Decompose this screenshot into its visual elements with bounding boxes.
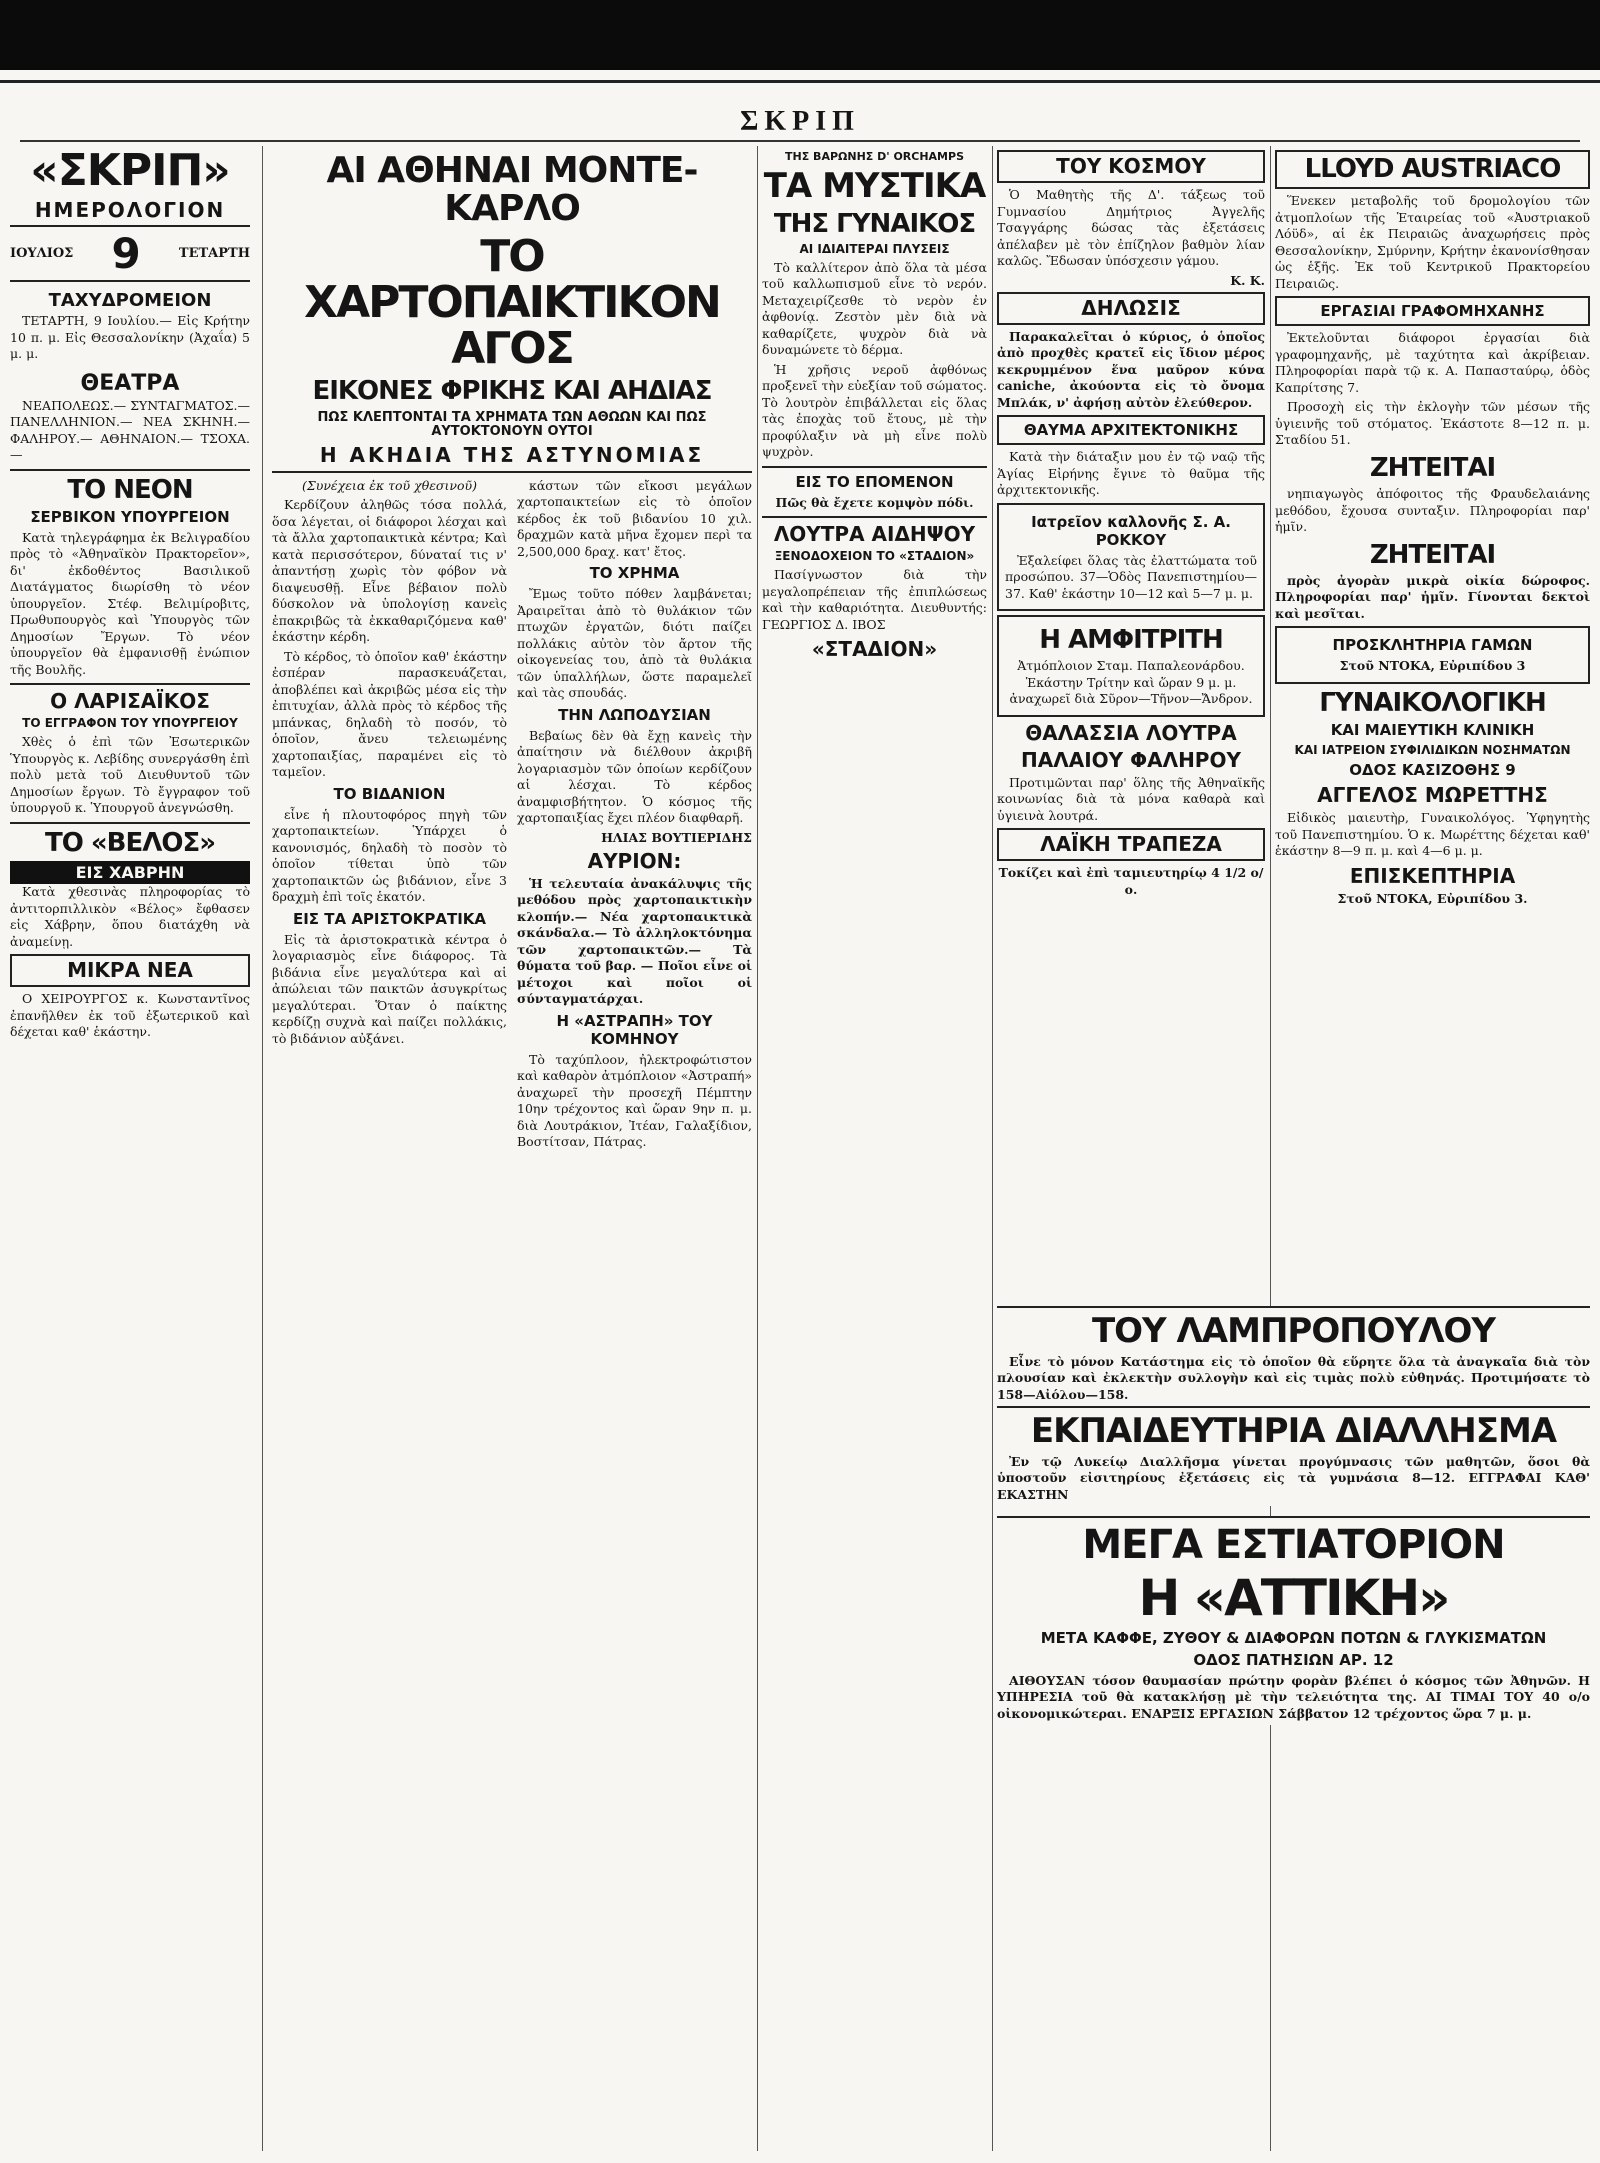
- column-rule: [992, 146, 993, 2151]
- zita2-heading: ΖΗΤΕΙΤΑΙ: [1369, 539, 1496, 570]
- velos-subheading: ΕΙΣ ΧΑΒΡΗΝ: [10, 861, 250, 884]
- masthead: ΣΚΡΙΠ: [740, 106, 860, 137]
- article-right: [517, 478, 752, 1154]
- divider: [20, 140, 1580, 142]
- chrima-text: Ἔμως τοῦτο πόθεν λαμβάνεται; Ἀραιρεῖται ἀπὸ τὸ θυλάκιον τῶν πτωχῶν ἐργατῶν, διότι παίζει πολλάκις αὐτὸν τὸν ἄρτον τῆς οἰκογενείας του, ἀπὸ τὰ θυλάκια τῶν ὑπαλλήλων, ὥστε παραμελεῖ καὶ τὰς σπουδάς.: [517, 586, 752, 701]
- aidipsou-subheading: ΞΕΝΟΔΟΧΕΙΟΝ ΤΟ «ΣΤΑΔΙΟΝ»: [774, 549, 975, 564]
- divider: [10, 469, 250, 471]
- month-label: ΙΟΥΛΙΟΣ: [10, 246, 74, 262]
- astrapi-heading: Η «ΑΣΤΡΑΠΗ» ΤΟΥ ΚΟΜΗΝΟΥ: [556, 1011, 713, 1048]
- kicker: ΤΗΣ ΒΑΡΩΝΗΣ D' ORCHAMPS: [785, 150, 964, 163]
- divider: [272, 471, 752, 473]
- zita1-heading: ΖΗΤΕΙΤΑΙ: [1369, 452, 1496, 483]
- headline-4: ΠΩΣ ΚΛΕΠΤΟΝΤΑΙ ΤΑ ΧΡΗΜΑΤΑ ΤΩΝ ΑΘΩΩΝ ΚΑΙ ΠΩΣ ΑΥΤΟΚΤΟΝΟΥΝ ΟΥΤΟΙ: [317, 410, 707, 440]
- lampropoulou-ad: [997, 1306, 1590, 1406]
- secrets-subtitle: ΑΙ ΙΔΙΑΙΤΕΡΑΙ ΠΛΥΣΕΙΣ: [799, 241, 950, 256]
- gyn-text: Εἰδικὸς μαιευτὴρ, Γυναικολόγος. Ὑφηγητὴς τοῦ Πανεπιστημίου. Ὁ κ. Μωρέττης δέχεται καθ' ἑκάστην 8—9 π. μ. καὶ 4—6 μ. μ.: [1275, 810, 1590, 859]
- mikra-nea-heading: ΜΙΚΡΑ ΝΕΑ: [10, 954, 250, 987]
- article-left: [272, 478, 507, 1154]
- gyn-address: ΟΔΟΣ ΚΑΣΙΖΟΘΗΣ 9: [1349, 761, 1516, 780]
- society-heading: ΤΟΥ ΚΟΣΜΟΥ: [997, 150, 1265, 183]
- paper-logo: «ΣΚΡΙΠ»: [30, 146, 230, 196]
- lloyd-text: Ἕνεκεν μεταβολῆς τοῦ δρομολογίου τῶν ἀτμοπλοίων τῆς Ἑταιρείας τοῦ «Ἀυστριακοῦ Λόϋδ», αἱ ἐκ Πειραιῶς ἀναχωρήσεις πρὸς Θεσσαλονίκην, Σμύρνην, Κρήτην ἐκανονίσθησαν ὡς ἑξῆς. Ἐκ τοῦ Κεντρικοῦ Πρακτορείου Πειραιῶς.: [1275, 193, 1590, 291]
- neon-subheading: ΣΕΡΒΙΚΟΝ ΥΠΟΥΡΓΕΙΟΝ: [30, 507, 230, 526]
- attiki-heading-1: ΜΕΓΑ ΕΣΤΙΑΤΟΡΙΟΝ: [1082, 1522, 1505, 1568]
- next-text: Πῶς θὰ ἔχετε κομψὸν πόδι.: [775, 494, 974, 510]
- column-4: [997, 146, 1265, 2151]
- falirou-heading: ΘΑΛΑΣΣΙΑ ΛΟΥΤΡΑ: [1025, 720, 1237, 745]
- rokkou-ad: [997, 503, 1265, 612]
- column-3: [762, 146, 987, 2151]
- attiki-ad: [997, 1516, 1590, 1725]
- divider: [762, 516, 987, 518]
- chrima-heading: ΤΟ ΧΡΗΜΑ: [589, 564, 680, 583]
- headline-1: ΑΙ ΑΘΗΝΑΙ ΜΟΝΤΕ-ΚΑΡΛΟ: [326, 150, 698, 229]
- attiki-heading-2: Η «ΑΤΤΙΚΗ»: [1138, 1569, 1449, 1627]
- secrets-text: Ἡ χρῆσις νεροῦ ἀφθόνως προξενεῖ τὴν εὐεξίαν τοῦ σώματος. Τὸ λουτρὸν ἐπιβάλλεται εἰς ὅλας τὰς ἐποχὰς τοῦ ἔτους, μὲ τὴν προφύλαξιν νὰ μὴ εἶνε πολὺ ψυχρὸν.: [762, 361, 987, 460]
- attiki-subheading: ΜΕΤΑ ΚΑΦΦΕ, ΖΥΘΟΥ & ΔΙΑΦΟΡΩΝ ΠΟΤΩΝ & ΓΛΥΚΙΣΜΑΤΩΝ: [1040, 1628, 1547, 1647]
- rokkou-heading: Ιατρεῖον καλλονῆς Σ. Α. ΡΟΚΚΟΥ: [1031, 512, 1231, 549]
- day-number: 9: [111, 229, 141, 279]
- ekpaid-heading: ΕΚΠΑΙΔΕΥΤΗΡΙΑ ΔΙΑΛΛΗΣΜΑ: [1030, 1411, 1557, 1451]
- astrapi-text: Τὸ ταχύπλοον, ἠλεκτροφώτιστον καὶ καθαρὸν ἀτμόπλοιον «Ἀστραπή» ἀναχωρεῖ τὴν προσεχῆ Πέμπτην 10ην τρέχοντος καὶ ὥραν 9ην π. μ. διὰ Λουτράκιον, Ἰτέαν, Γαλαξίδιον, Βοστίτσαν, Πάτρας.: [517, 1051, 752, 1150]
- gamon-ad: [1275, 626, 1590, 684]
- aristo-text: Εἰς τὰ ἀριστοκρατικὰ κέντρα ὁ λογαριασμὸς εἶνε διάφορος. Τὰ βιδάνια εἶνε μεγαλύτερα καὶ αἱ ἀπώλειαι τῶν παικτῶν ἀσυγκρίτως μεγαλύτεραι. Ὅταν ὁ παίκτης κερδίζῃ συχνὰ καὶ παίζει πολλάκις, τὸ βιδάνιον αὐξάνει.: [272, 931, 507, 1046]
- larissa-heading: Ο ΛΑΡΙΣΑΪΚΟΣ: [50, 689, 210, 714]
- column-1: [10, 146, 250, 2151]
- dilosis-heading: ΔΗΛΩΣΙΣ: [997, 292, 1265, 325]
- larissa-text: Χθὲς ὁ ἐπὶ τῶν Ἐσωτερικῶν Ὑπουργὸς κ. Λεβίδης συνεργάσθη ἐπὶ πολὺ μετὰ τοῦ Διευθυντοῦ τῶν Δημοσίων ἔργων. Τὸ ἔγγραφον τοῦ ὑπουργοῦ κ. Ὑπουργοῦ ἀνεγνώσθη.: [10, 734, 250, 816]
- mikra-nea-text: Ο ΧΕΙΡΟΥΡΓΟΣ κ. Κωνσταντῖνος ἐπανῆλθεν ἐκ τοῦ ἐξωτερικοῦ καὶ δέχεται καθ' ἑκάστην.: [10, 991, 250, 1040]
- theatre-text: ΝΕΑΠΟΛΕΩΣ.— ΣΥΝΤΑΓΜΑΤΟΣ.— ΠΑΝΕΛΛΗΝΙΟΝ.— ΝΕΑ ΣΚΗΝΗ.— ΦΑΛΗΡΟΥ.— ΑΘΗΝΑΙΟΝ.— ΤΣΟΧΑ.—: [10, 397, 250, 463]
- cards-heading: ΕΠΙΣΚΕΠΤΗΡΙΑ: [1349, 863, 1516, 888]
- trapeza-heading: ΛΑΪΚΗ ΤΡΑΠΕΖΑ: [997, 828, 1265, 861]
- article-two-columns: [272, 478, 752, 1154]
- amfitriti-ad: [997, 615, 1265, 717]
- post-text: ΤΕΤΑΡΤΗ, 9 Ιουλίου.— Εἰς Κρήτην 10 π. μ. Εἰς Θεσσαλονίκην (Ἀχαΐα) 5 μ. μ.: [10, 313, 250, 362]
- avrion-text: Ἡ τελευταία ἀνακάλυψις τῆς μεθόδου πρὸς χαρτοπαικτικὴν κλοπήν.— Νέα χαρτοπαικτικὰ σκάνδαλα.— Τὸ ἀλληλοκτόνημα τῶν χαρτοπαικτῶν.— Τὰ θύματα τοῦ βαρ. — Ποῖοι εἶνε οἱ μέτοχοι καὶ ποῖοι οἱ σύνταγματάρχαι.: [517, 875, 752, 1007]
- amfitriti-heading: Η ΑΜΦΙΤΡΙΤΗ: [1039, 625, 1223, 655]
- gyn-doctor: ΑΓΓΕΛΟΣ ΜΩΡΕΤΤΗΣ: [1317, 783, 1548, 808]
- lampro-heading: ΤΟΥ ΛΑΜΠΡΟΠΟΥΛΟΥ: [1091, 1311, 1496, 1351]
- divider: [10, 822, 250, 824]
- headline-3: ΕΙΚΟΝΕΣ ΦΡΙΚΗΣ ΚΑΙ ΑΗΔΙΑΣ: [312, 376, 712, 407]
- continued-note: (Συνέχεια ἐκ τοῦ χθεσινοῦ): [302, 477, 477, 493]
- date-row: [10, 225, 250, 282]
- ekpaid-ad: [997, 1406, 1590, 1506]
- graf-heading: ΕΡΓΑΣΙΑΙ ΓΡΑΦΟΜΗΧΑΝΗΣ: [1275, 296, 1590, 326]
- theatre-heading: ΘΕΑΤΡΑ: [80, 370, 180, 396]
- gamon-text: Στοῦ ΝΤΟΚΑ, Εὐριπίδου 3: [1339, 658, 1526, 674]
- calendar-title: ΗΜΕΡΟΛΟΓΙΟΝ: [34, 198, 226, 223]
- headline-2: ΤΟ ΧΑΡΤΟΠΑΙΚΤΙΚΟΝ ΑΓΟΣ: [304, 230, 720, 374]
- gamon-heading: ΠΡΟΣΚΛΗΤΗΡΙΑ ΓΑΜΩΝ: [1332, 636, 1533, 655]
- article-text: Τὸ κέρδος, τὸ ὁποῖον καθ' ἑκάστην ἐσπέραν παρασκευάζεται, ἀποβλέπει καὶ ἀκριβῶς μέσα εἰς τὴν ἐπιτυχίαν, ἀλλὰ πρὸς τὸ κέρδος τῆς μπάνκας, δηλαδὴ τὸ ποσόν, τὸ ὁποῖον, ἄνευ τελειωμένης χαρτοπαιξίας, παραμένει εἰς τὸ ταμεῖον.: [272, 648, 507, 780]
- thavma-text: Κατὰ τὴν διάταξιν μου ἐν τῷ ναῷ τῆς Ἁγίας Εἰρήνης ἔγινε τὸ θαῦμα τῆς ἀρχιτεκτονικῆς.: [997, 449, 1265, 497]
- headline-5: Η ΑΚΗΔΙΑ ΤΗΣ ΑΣΤΥΝΟΜΙΑΣ: [319, 442, 705, 467]
- post-heading: ΤΑΧΥΔΡΟΜΕΙΟΝ: [48, 290, 212, 312]
- secrets-title-2: ΤΗΣ ΓΥΝΑΙΚΟΣ: [773, 208, 976, 239]
- column-5: [1275, 146, 1590, 2151]
- aristo-heading: ΕΙΣ ΤΑ ΑΡΙΣΤΟΚΡΑΤΙΚΑ: [292, 909, 487, 928]
- vidanion-heading: ΤΟ ΒΙΔΑΝΙΟΝ: [333, 784, 446, 803]
- rokkou-text: Ἐξαλείφει ὅλας τὰς ἐλαττώματα τοῦ προσώπου. 37—Ὁδὸς Πανεπιστημίου—37. Καθ' ἑκάστην 10—12 καὶ 5—7 μ. μ.: [1005, 552, 1257, 601]
- amfitriti-text: Ἀτμόπλοιον Σταμ. Παπαλεονάρδου. Ἑκάστην Τρίτην καὶ ὥραν 9 μ. μ. ἀναχωρεῖ διὰ Σῦρον—Τῆνον—Ἄνδρον.: [1009, 658, 1253, 707]
- column-2: [272, 146, 752, 2151]
- newspaper-page: [10, 146, 1590, 2151]
- larissa-subheading: ΤΟ ΕΓΓΡΑΦΟΝ ΤΟΥ ΥΠΟΥΡΓΕΙΟΥ: [22, 716, 238, 731]
- divider: [0, 80, 1600, 83]
- velos-text: Κατὰ χθεσινὰς πληροφορίας τὸ ἀντιτορπιλλικὸν «Βέλος» ἔφθασεν εἰς Χάβρην, ὅπου διατάχθη νὰ ἀναμείνῃ.: [10, 884, 250, 949]
- vidanion-text: εἶνε ἡ πλουτοφόρος πηγὴ τῶν χαρτοπαικτείων. Ὑπάρχει ὁ κανονισμός, δηλαδὴ τὸ ποσὸν τὸ ὁποῖον τίθεται ὑπὸ τῶν χαρτοπαικτῶν ὡς βιδάνιον, εἶνε 3 δραχμὴ ἐπὶ τοῖς ἑκατόν.: [272, 806, 507, 905]
- lloyd-heading: LLOYD AUSTRIACO: [1275, 150, 1590, 189]
- attiki-text: ΑΙΘΟΥΣΑΝ τόσον θαυμασίαν πρώτην φορὰν βλέπει ὁ κόσμος τῶν Ἀθηνῶν. Η ΥΠΗΡΕΣΙΑ τοῦ θὰ κατακλήσῃ μὲ τὴν τελειότητα της. ΑΙ ΤΙΜΑΙ ΤΟΥ 40 ο/ο οἰκονομικώτεραι. ΕΝΑΡΞΙΣ ΕΡΓΑΣΙΩΝ Σάββατον 12 τρέχοντος ὥρα 7 μ. μ.: [997, 1672, 1590, 1721]
- neon-text: Κατὰ τηλεγράφημα ἐκ Βελιγραδίου πρὸς τὸ «Ἀθηναϊκὸν Πρακτορεῖον», δι' ἐκδοθέντος Βασιλικοῦ Διατάγματος διωρίσθη τὸ νέον ὑπουργεῖον. Στέφ. Βελιμίροβιτς, Πρωθυπουργὸς καὶ Ὑπουργὸς τῶν Δημοσίων Ἔργων. Τὸ νέον ὑπουργεῖον θὰ ἐμφανισθῇ ἐνώπιον τῆς Βουλῆς.: [10, 529, 250, 677]
- trapeza-text: Τοκίζει καὶ ἐπὶ ταμιευτηρίῳ 4 1/2 ο/ο.: [998, 865, 1264, 897]
- lodousian-text: Βεβαίως δὲν θὰ ἔχῃ κανεὶς τὴν ἀπαίτησιν νὰ διέλθουν ἀκριβῆ λογαριασμὸν τῶν ὁποίων κερδίζουν αἱ λέσχαι. Τὸ κέρδος ἀναμφισβήτητον. Ὁ κόσμος τῆς χαρτοπαιξίας ἔχει πλέον διαφθαρῆ.: [517, 727, 752, 826]
- divider: [10, 683, 250, 685]
- gyn-heading: ΓΥΝΑΙΚΟΛΟΓΙΚΗ: [1319, 687, 1546, 718]
- divider: [762, 466, 987, 468]
- column-rule: [1270, 146, 1271, 2151]
- secrets-title-1: ΤΑ ΜΥΣΤΙΚΑ: [763, 166, 986, 206]
- article-text: Κερδίζουν ἀληθῶς τόσα πολλά, ὅσα λέγεται, οἱ διάφοροι λέσχαι καὶ τὰ ἄλλα χαρτοπαικτικὰ κέντρα; Καὶ κατὰ περισσότερον, δύναταί τις ν' ἀπαντήσῃ χωρὶς τὸν φόβον νὰ διαψευσθῇ. Εἶνε βέβαιον πολὺ δύσκολον νὰ ὑπολογίσῃ κανεὶς ἐπακριβῶς τὰ ἐκκαθαριζόμενα καθ' ἑκάστην κέρδη.: [272, 497, 507, 645]
- avrion-heading: ΑΥΡΙΟΝ:: [587, 848, 682, 873]
- column-rule: [757, 146, 758, 2151]
- falirou-subheading: ΠΑΛΑΙΟΥ ΦΑΛΗΡΟΥ: [1021, 747, 1241, 772]
- next-heading: ΕΙΣ ΤΟ ΕΠΟΜΕΝΟΝ: [795, 472, 954, 491]
- dilosis-text: Παρακαλεῖται ὁ κύριος, ὁ ὁποῖος ἀπὸ προχθὲς κρατεῖ εἰς ἴδιον μέρος κεκρυμμένον ἕνα μαῦρον κύνα caniche, ἀκούοντα εἰς τὸ ὄνομα Μπλάκ, ν' ἀφήσῃ αὐτὸν ἐλεύθερον.: [997, 328, 1265, 410]
- ekpaid-text: Ἐν τῷ Λυκείῳ Διαλλῆσμα γίνεται προγύμνασις τῶν μαθητῶν, ὅσοι θὰ ὑποστοῦν εἰσιτηρίους ἐξετάσεις εἰς τὰ γυμνάσια 8—12. ΕΓΓΡΑΦΑΙ ΚΑΘ' ΕΚΑΣΤΗΝ: [997, 1453, 1590, 1502]
- aidipsou-text: Πασίγνωστον διὰ τὴν μεγαλοπρέπειαν τῆς ἐπιπλώσεως καὶ τὴν καθαριότητα. Διευθυντής: ΓΕΩΡΓΙΟΣ Δ. ΙΒΟΣ: [762, 567, 987, 632]
- article-signature: ΗΛΙΑΣ ΒΟΥΤΙΕΡΙΔΗΣ: [601, 829, 752, 845]
- stadion-stamp: «ΣΤΑΔΙΟΝ»: [811, 637, 938, 662]
- weekday-label: ΤΕΤΑΡΤΗ: [178, 246, 250, 262]
- velos-heading: ΤΟ «ΒΕΛΟΣ»: [44, 827, 216, 858]
- society-text: Ὁ Μαθητὴς τῆς Δ'. τάξεως τοῦ Γυμνασίου Δημήτριος Ἀγγελῆς Τσαγγάρης δώσας τὰς ἐξετάσεις ἀπέλαβεν μὲ τὸν ἐπίζηλον βαθμὸν λίαν καλῶς. Ἔδωσαν ὑπόσχεσιν γάμου.: [997, 187, 1265, 268]
- neon-heading: ΤΟ ΝΕΟΝ: [67, 474, 193, 505]
- scan-top-band: [0, 0, 1600, 70]
- aidipsou-heading: ΛΟΥΤΡΑ ΑΙΔΗΨΟΥ: [773, 522, 976, 547]
- zita1-text: νηπιαγωγὸς ἀπόφοιτος τῆς Φραυδελαιάνης μεθόδου, ἔχουσα συνταξιν. Πληροφορίαι παρ' ἡμῖν.: [1275, 486, 1590, 535]
- attiki-address: ΟΔΟΣ ΠΑΤΗΣΙΩΝ ΑΡ. 12: [1193, 1650, 1394, 1669]
- lampro-text: Εἶνε τὸ μόνον Κατάστημα εἰς τὸ ὁποῖον θὰ εὕρητε ὅλα τὰ ἀναγκαῖα διὰ τὸν πλουσίαν καὶ ἐκλεκτὴν συλλογὴν καὶ εἰς τιμὰς πολὺ εὐθηνάς. Προτιμήσατε τὸ 158—Αἰόλου—158.: [997, 1353, 1590, 1402]
- article-text: κάστων τῶν εἴκοσι μεγάλων χαρτοπαικτείων εἰς τὸ ὁποῖον κέρδος ἐκ τοῦ βιδανίου 10 χιλ. δραχμῶν κατὰ μῆνα ἔχομεν περὶ τα 2,500,000 δραχ. κατ' ἔτος.: [517, 477, 752, 559]
- gyn-subheading: ΚΑΙ ΜΑΙΕΥΤΙΚΗ ΚΛΙΝΙΚΗ: [1330, 721, 1535, 740]
- lodousian-heading: ΤΗΝ ΛΩΠΟΔΥΣΙΑΝ: [558, 705, 711, 724]
- gyn-subheading-2: ΚΑΙ ΙΑΤΡΕΙΟΝ ΣΥΦΙΛΙΔΙΚΩΝ ΝΟΣΗΜΑΤΩΝ: [1294, 743, 1571, 758]
- prosoxi-text: Προσοχὴ εἰς τὴν ἐκλογὴν τῶν μέσων τῆς ὑγιεινῆς τοῦ στόματος. Ἐκάστοτε 8—12 π. μ. Σταδίου 51.: [1275, 399, 1590, 448]
- graf-text: Ἐκτελοῦνται διάφοροι ἐργασίαι διὰ γραφομηχανῆς, μὲ ταχύτητα καὶ ἀκρίβειαν. Πληροφορίαι παρὰ τῷ κ. Α. Παπασταύρῳ, ὁδὸς Καπρίτσης 7.: [1275, 330, 1590, 395]
- column-rule: [262, 146, 263, 2151]
- cards-text: Στοῦ ΝΤΟΚΑ, Εὐριπίδου 3.: [1337, 890, 1528, 906]
- thavma-heading: ΘΑΥΜΑ ΑΡΧΙΤΕΚΤΟΝΙΚΗΣ: [997, 415, 1265, 445]
- zita2-text: πρὸς ἀγορὰν μικρὰ οἰκία δώροφος. Πληροφορίαι παρ' ἡμῖν. Γίνονται δεκτοὶ καὶ μεσῖται.: [1275, 572, 1590, 621]
- secrets-text: Τὸ καλλίτερον ἀπὸ ὅλα τὰ μέσα τοῦ καλλωπισμοῦ εἶνε τὸ νερόν. Μεταχειρίζεσθε τὸ νερὸν ἐν ἀφθονίᾳ. Ζεστὸν μὲν διὰ νὰ καθαρίζετε, ψυχρὸν διὰ νὰ δυναμώνετε τὸ δέρμα.: [762, 259, 987, 358]
- society-signature: Κ. Κ.: [1230, 272, 1265, 288]
- falirou-text: Προτιμῶνται παρ' ὅλης τῆς Ἀθηναϊκῆς κοινωνίας διὰ τὰ μόνα καθαρὰ καὶ ὑγιεινὰ λουτρά.: [997, 774, 1265, 823]
